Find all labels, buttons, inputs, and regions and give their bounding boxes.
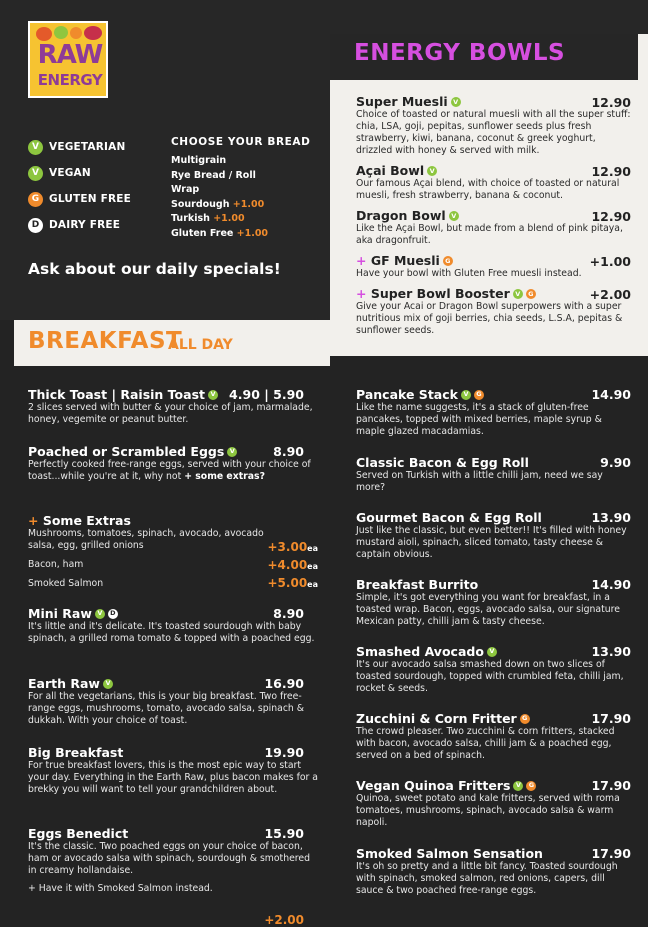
extra-label: Mushrooms, tomatoes, spinach, avocado, avocado salsa, egg, grilled onions bbox=[28, 528, 264, 551]
bread-extra-price: +1.00 bbox=[232, 198, 265, 210]
plus-icon: + bbox=[28, 513, 43, 528]
vegan-icon: V bbox=[28, 166, 43, 181]
menu-item-price: +1.00 bbox=[589, 254, 631, 269]
menu-item-name: Classic Bacon & Egg Roll bbox=[356, 455, 529, 470]
menu-item-price: 13.90 bbox=[591, 644, 631, 659]
menu-item bbox=[356, 644, 631, 695]
legend-label: DAIRY FREE bbox=[49, 219, 121, 231]
logo-line2: ENERGY bbox=[37, 71, 103, 89]
menu-item-name: Big Breakfast bbox=[28, 745, 124, 760]
legend-label: GLUTEN FREE bbox=[49, 193, 132, 205]
vegetarian-icon: V bbox=[95, 609, 105, 619]
menu-item-name: Vegan Quinoa Fritters bbox=[356, 778, 511, 793]
menu-item-price: 14.90 bbox=[591, 387, 631, 402]
menu-item-price: 14.90 bbox=[591, 577, 631, 592]
menu-item bbox=[356, 95, 631, 157]
menu-item-name: Thick Toast | Raisin Toast bbox=[28, 387, 205, 402]
bread-item-label: Sourdough bbox=[171, 198, 230, 210]
bread-extra-price: +1.00 bbox=[213, 213, 245, 224]
vegetarian-icon: V bbox=[103, 679, 113, 689]
menu-item-name: Earth Raw bbox=[28, 676, 100, 691]
breakfast-title: BREAKFAST bbox=[28, 328, 183, 354]
legend-item-dairy-free bbox=[28, 212, 131, 238]
menu-item bbox=[356, 577, 631, 628]
menu-item-description: It's oh so pretty and a little bit fancy. Toasted sourdough with spinach, smoked salmon, red onions, capers, dill sauce & two poached free-range eggs. bbox=[356, 861, 618, 896]
menu-item-price: 15.90 bbox=[264, 826, 304, 841]
bread-item-gluten-free bbox=[171, 227, 310, 242]
menu-item-price: 4.90 | 5.90 bbox=[229, 387, 304, 402]
extra-label: Bacon, ham bbox=[28, 559, 84, 570]
bread-item-label: Gluten Free bbox=[171, 227, 234, 239]
menu-item-description: Our famous Açai blend, with choice of toasted or natural muesli, fresh strawberry, banana & coconut. bbox=[356, 178, 620, 201]
menu-item bbox=[356, 455, 631, 494]
menu-item-name: Eggs Benedict bbox=[28, 826, 129, 841]
menu-item bbox=[356, 209, 631, 247]
bread-item: Rye Bread / Roll bbox=[171, 169, 256, 181]
fruit-icon bbox=[54, 26, 68, 39]
bread-options bbox=[171, 136, 310, 241]
bread-title: CHOOSE YOUR BREAD bbox=[171, 136, 311, 148]
gluten-free-icon: G bbox=[526, 781, 536, 791]
menu-item bbox=[28, 606, 318, 645]
plus-icon: + bbox=[356, 253, 371, 268]
dairy-free-icon: D bbox=[28, 218, 43, 233]
addon-row bbox=[28, 883, 318, 895]
menu-item-description: It's our avocado salsa smashed down on two slices of toasted sourdough, topped with crumbled feta, chilli jam, rocket & seeds. bbox=[356, 659, 624, 694]
legend-label: VEGAN bbox=[49, 167, 91, 179]
menu-item-name: Açai Bowl bbox=[356, 163, 425, 178]
menu-item bbox=[356, 510, 631, 561]
extra-label: Smoked Salmon bbox=[28, 578, 104, 589]
breakfast-subtitle: ALL DAY bbox=[168, 337, 233, 353]
fruit-icon bbox=[36, 27, 52, 41]
gluten-free-icon: G bbox=[443, 256, 453, 266]
menu-item bbox=[356, 846, 631, 897]
menu-item-description: Have your bowl with Gluten Free muesli instead. bbox=[356, 268, 582, 279]
gluten-free-icon: G bbox=[28, 192, 43, 207]
legend-item-vegetarian bbox=[28, 134, 131, 160]
menu-item-price: 17.90 bbox=[591, 711, 631, 726]
gluten-free-icon: G bbox=[474, 390, 484, 400]
menu-item bbox=[356, 778, 631, 829]
menu-item bbox=[28, 387, 318, 426]
menu-item-price: 13.90 bbox=[591, 510, 631, 525]
menu-item-description: Served on Turkish with a little chilli jam, need we say more? bbox=[356, 470, 603, 493]
menu-item bbox=[356, 711, 631, 762]
menu-item-description: The crowd pleaser. Two zucchini & corn fritters, stacked with bacon, avocado salsa, chilli jam & a poached egg, served on a bed of spinach. bbox=[356, 726, 615, 761]
menu-item-description: For all the vegetarians, this is your big breakfast. Two free-range eggs, mushrooms, tomato, avocado salsa, spinach & dukkah. With your choice of toast. bbox=[28, 691, 305, 726]
vegan-icon: V bbox=[513, 289, 523, 299]
menu-item-description: Like the Açai Bowl, but made from a blend of pink pitaya, aka dragonfruit. bbox=[356, 223, 623, 246]
vegetarian-icon: V bbox=[208, 390, 218, 400]
menu-item-name: Super Muesli bbox=[356, 94, 448, 109]
menu-item-description: Choice of toasted or natural muesli with all the super stuff: chia, LSA, goji, pepitas, sunflower seeds plus fresh strawberry, kiwi, banana, coconut & greek yoghurt, drizzled with honey & served with milk. bbox=[356, 109, 631, 156]
menu-item-price: 9.90 bbox=[600, 455, 631, 470]
energy-bowls-title: ENERGY BOWLS bbox=[354, 40, 566, 66]
menu-item-description: 2 slices served with butter & your choice of jam, marmalade, honey, vegemite or peanut butter. bbox=[28, 402, 313, 425]
menu-item-name: Zucchini & Corn Fritter bbox=[356, 711, 517, 726]
bread-item-sourdough bbox=[171, 198, 310, 213]
daily-specials-note: Ask about our daily specials! bbox=[28, 260, 281, 278]
menu-item-description: Like the name suggests, it's a stack of gluten-free pancakes, topped with mixed berries, maple syrup & maple glazed macadamias. bbox=[356, 402, 602, 437]
menu-item-price: 19.90 bbox=[264, 745, 304, 760]
menu-item-name: Super Bowl Booster bbox=[370, 286, 510, 301]
vegan-icon: V bbox=[513, 781, 523, 791]
menu-item-name: Pancake Stack bbox=[356, 387, 458, 402]
fruit-icon bbox=[70, 27, 82, 39]
menu-item-description: For true breakfast lovers, this is the most epic way to start your day. Everything in the Earth Raw, plus bacon makes for a brekky you will want to tell your grandchildren about. bbox=[28, 760, 319, 795]
extra-price: +5.00ea bbox=[267, 576, 318, 590]
menu-item-description: It's the classic. Two poached eggs on your choice of bacon, ham or avocado salsa with spinach, sourdough & smothered in creamy hollandaise. bbox=[28, 841, 311, 876]
menu-item-name: Breakfast Burrito bbox=[356, 577, 479, 592]
menu-item-description: Just like the classic, but even better!! It's filled with honey mustard aioli, spinach, sliced tomato, tasty cheese & captain obvious. bbox=[356, 525, 627, 560]
description-text: Perfectly cooked free-range eggs, served with your choice of toast...while you're at it, why not bbox=[28, 459, 311, 482]
bread-extra-price: +1.00 bbox=[236, 227, 269, 239]
vegetarian-icon: V bbox=[227, 447, 237, 457]
bread-item: Wrap bbox=[171, 184, 200, 195]
menu-item-addon bbox=[356, 287, 631, 337]
menu-item bbox=[356, 164, 631, 202]
bread-item-turkish bbox=[171, 212, 310, 227]
energy-bowls-list bbox=[356, 95, 631, 337]
extra-price: +4.00ea bbox=[267, 558, 318, 572]
extra-price: +3.00ea bbox=[267, 540, 318, 554]
menu-item-description: Quinoa, sweet potato and kale fritters, served with roma tomatoes, mushrooms, spinach, avocado salsa & warm napoli. bbox=[356, 793, 620, 828]
vegetarian-icon: V bbox=[449, 211, 459, 221]
menu-item bbox=[28, 745, 318, 796]
vegetarian-icon: V bbox=[487, 647, 497, 657]
menu-item-name: GF Muesli bbox=[370, 253, 440, 268]
dietary-legend bbox=[28, 134, 131, 238]
legend-item-vegan bbox=[28, 160, 131, 186]
menu-item-name: Smashed Avocado bbox=[356, 644, 484, 659]
menu-item-price: 8.90 bbox=[273, 444, 304, 459]
legend-label: VEGETARIAN bbox=[49, 141, 126, 153]
vegetarian-icon: V bbox=[451, 97, 461, 107]
gluten-free-icon: G bbox=[520, 714, 530, 724]
dairy-free-icon: D bbox=[108, 609, 118, 619]
extras-section bbox=[28, 513, 318, 590]
fruit-icon bbox=[84, 26, 102, 40]
gluten-free-icon: G bbox=[526, 289, 536, 299]
vegetarian-icon: V bbox=[28, 140, 43, 155]
bread-item: Multigrain bbox=[171, 155, 227, 166]
extra-row bbox=[28, 528, 268, 552]
menu-item bbox=[28, 826, 318, 927]
menu-item-price: +2.00 bbox=[589, 287, 631, 302]
legend-item-gluten-free bbox=[28, 186, 131, 212]
menu-item-name: Gourmet Bacon & Egg Roll bbox=[356, 510, 542, 525]
menu-item-price: 17.90 bbox=[591, 846, 631, 861]
menu-item bbox=[28, 444, 318, 483]
vegetarian-icon: V bbox=[461, 390, 471, 400]
bread-item-label: Turkish bbox=[171, 213, 210, 224]
plus-icon: + bbox=[356, 286, 371, 301]
addon-label: + Have it with Smoked Salmon instead. bbox=[28, 883, 213, 894]
menu-item-price: 12.90 bbox=[591, 95, 631, 110]
menu-item-price: 17.90 bbox=[591, 778, 631, 793]
menu-item-price: 8.90 bbox=[273, 606, 304, 621]
extras-link: + some extras? bbox=[184, 471, 265, 482]
menu-item bbox=[28, 676, 318, 727]
logo-line1: RAW bbox=[37, 40, 103, 70]
menu-item-description: It's little and it's delicate. It's toasted sourdough with baby spinach, a grilled roma tomato & topped with a poached egg. bbox=[28, 621, 315, 644]
addon-price: +2.00 bbox=[264, 913, 304, 927]
menu-item-name: Poached or Scrambled Eggs bbox=[28, 444, 225, 459]
menu-item-name: Smoked Salmon Sensation bbox=[356, 846, 543, 861]
menu-item-description: Simple, it's got everything you want for breakfast, in a toasted wrap. Bacon, eggs, avocado salsa, our signature Mexican patty, chilli jam & tasty cheese. bbox=[356, 592, 620, 627]
menu-item-price: 12.90 bbox=[591, 164, 631, 179]
raw-energy-logo bbox=[28, 21, 108, 98]
menu-item-description: Give your Acai or Dragon Bowl superpowers with a super nutritious mix of goji berries, chia seeds, L.S.A, pepitas & sunflower seeds. bbox=[356, 301, 623, 336]
menu-item-name: Mini Raw bbox=[28, 606, 92, 621]
menu-item-price: 12.90 bbox=[591, 209, 631, 224]
menu-item bbox=[356, 387, 631, 438]
menu-item-price: 16.90 bbox=[264, 676, 304, 691]
vegetarian-icon: V bbox=[427, 166, 437, 176]
menu-item-addon bbox=[356, 254, 631, 280]
menu-item-description bbox=[28, 459, 318, 483]
extras-title: Some Extras bbox=[42, 513, 131, 528]
menu-item-name: Dragon Bowl bbox=[356, 208, 446, 223]
